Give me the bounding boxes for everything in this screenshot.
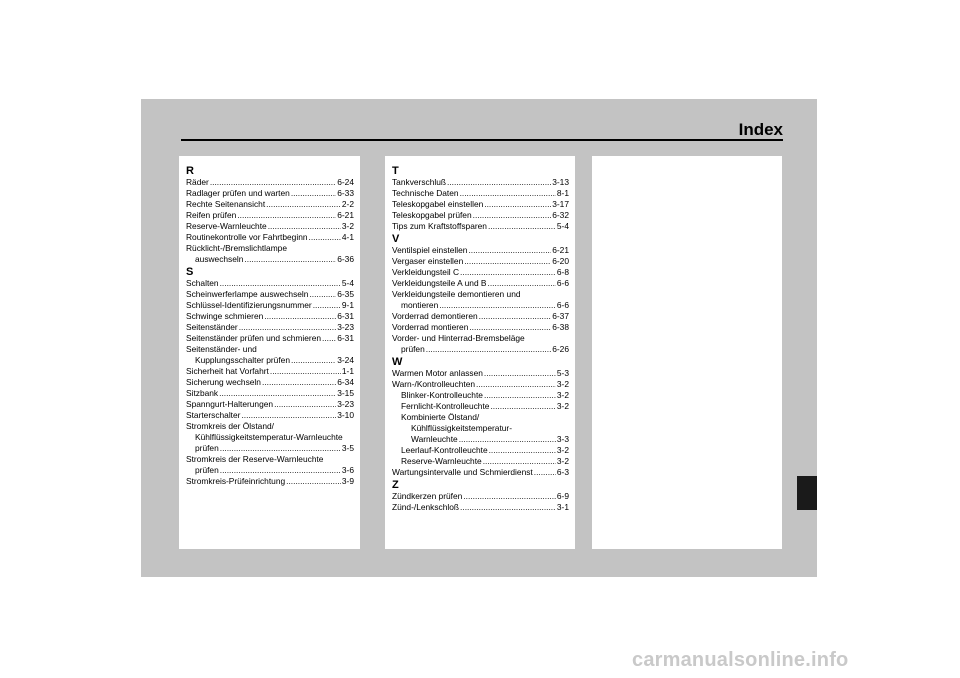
entry-page: 3-2 [556, 456, 569, 466]
entry-page: 6-9 [556, 491, 569, 501]
entry-page: 3-2 [556, 390, 569, 400]
entry-text: Ventilspiel einstellen [392, 245, 468, 255]
index-entry [392, 434, 569, 445]
entry-text: Reserve-Warnleuchte [401, 456, 482, 466]
entry-page: 6-31 [337, 333, 354, 343]
dot-leader [464, 256, 551, 267]
watermark: carmanualsonline.info [632, 649, 849, 671]
entry-page: 5-4 [556, 221, 569, 231]
entry-text: Reserve-Warnleuchte [186, 221, 267, 231]
entry-page: 3-2 [341, 221, 354, 231]
index-entry [392, 210, 569, 221]
index-entry [392, 177, 569, 188]
index-entry [186, 333, 354, 344]
entry-text: Stromkreis der Ölstand/ [186, 421, 274, 431]
index-entry [392, 344, 569, 355]
entry-page: 1-1 [341, 366, 354, 376]
index-entry [186, 210, 354, 221]
index-entry [392, 199, 569, 210]
entry-text: Schalten [186, 278, 219, 288]
index-entry [392, 491, 569, 502]
index-entry [392, 445, 569, 456]
entry-page: 6-3 [556, 467, 569, 477]
entry-text: Sitzbank [186, 388, 219, 398]
index-entry [392, 289, 569, 300]
dot-leader [469, 322, 551, 333]
index-entry [392, 412, 569, 423]
entry-page: 6-26 [552, 344, 569, 354]
title-rule [181, 139, 783, 141]
index-entry [392, 333, 569, 344]
dot-leader [473, 210, 552, 221]
entry-page: 3-3 [556, 434, 569, 444]
entry-text: Vorder- und Hinterrad-Bremsbeläge [392, 333, 525, 343]
entry-page: 6-8 [556, 267, 569, 277]
entry-text: Rücklicht-/Bremslichtlampe [186, 243, 287, 253]
index-entry [392, 401, 569, 412]
index-entry [392, 390, 569, 401]
dot-leader [274, 399, 336, 410]
entry-text: Seitenständer- und [186, 344, 257, 354]
entry-text: Technische Daten [392, 188, 459, 198]
entry-page: 6-6 [556, 278, 569, 288]
index-entry [186, 232, 354, 243]
chapter-tab [797, 476, 817, 510]
index-entry [186, 465, 354, 476]
entry-text: Sicherung wechseln [186, 377, 261, 387]
dot-leader [322, 333, 336, 344]
entry-text: Vorderrad demontieren [392, 311, 478, 321]
entry-page: 3-2 [556, 445, 569, 455]
dot-leader [484, 199, 551, 210]
dot-leader [264, 311, 336, 322]
entry-page: 6-21 [552, 245, 569, 255]
entry-page: 3-10 [337, 410, 354, 420]
entry-page: 3-6 [341, 465, 354, 475]
entry-page: 9-1 [341, 300, 354, 310]
entry-page: 3-9 [341, 476, 354, 486]
index-entry [186, 476, 354, 487]
section-letter: W [392, 356, 403, 368]
entry-page: 6-24 [337, 177, 354, 187]
dot-leader [309, 232, 341, 243]
dot-leader [484, 368, 556, 379]
section-letter: Z [392, 479, 399, 491]
dot-leader [459, 434, 556, 445]
entry-page: 5-4 [341, 278, 354, 288]
entry-text: Verkleidungsteile demontieren und [392, 289, 521, 299]
dot-leader [447, 177, 551, 188]
entry-page: 6-20 [552, 256, 569, 266]
dot-leader [460, 502, 556, 513]
dot-leader [220, 465, 341, 476]
index-entry [186, 289, 354, 300]
dot-leader [220, 443, 341, 454]
dot-leader [210, 177, 336, 188]
index-entry [392, 245, 569, 256]
index-entry [186, 443, 354, 454]
entry-text: Kühlflüssigkeitstemperatur- [411, 423, 513, 433]
entry-text: prüfen [195, 465, 219, 475]
index-entry [186, 322, 354, 333]
index-entry [186, 366, 354, 377]
dot-leader [291, 188, 336, 199]
index-entry [186, 421, 354, 432]
entry-page: 6-35 [337, 289, 354, 299]
dot-leader [460, 267, 556, 278]
entry-text: Routinekontrolle vor Fahrtbeginn [186, 232, 308, 242]
entry-text: Kühlflüssigkeitstemperatur-Warnleuchte [195, 432, 343, 442]
entry-text: Blinker-Kontrolleuchte [401, 390, 483, 400]
dot-leader [488, 278, 556, 289]
dot-leader [479, 311, 552, 322]
entry-text: Scheinwerferlampe auswechseln [186, 289, 309, 299]
dot-leader [468, 245, 551, 256]
entry-text: Seitenständer [186, 322, 238, 332]
entry-text: Schwinge schmieren [186, 311, 264, 321]
entry-page: 6-6 [556, 300, 569, 310]
index-entry [392, 188, 569, 199]
entry-page: 5-3 [556, 368, 569, 378]
entry-text: Tips zum Kraftstoffsparen [392, 221, 487, 231]
entry-text: Vergaser einstellen [392, 256, 464, 266]
index-entry [392, 322, 569, 333]
index-entry [392, 267, 569, 278]
entry-page: 3-23 [337, 322, 354, 332]
dot-leader [219, 388, 336, 399]
dot-leader [266, 199, 341, 210]
index-entry [186, 399, 354, 410]
index-entry [186, 311, 354, 322]
section-letter: V [392, 233, 400, 245]
dot-leader [291, 355, 336, 366]
index-column-2 [385, 156, 575, 549]
entry-page: 3-1 [556, 502, 569, 512]
section-letter: T [392, 165, 399, 177]
index-entry [186, 177, 354, 188]
entry-text: Verkleidungsteil C [392, 267, 460, 277]
dot-leader [286, 476, 341, 487]
index-entry [186, 221, 354, 232]
entry-text: Warmen Motor anlassen [392, 368, 483, 378]
entry-text: Warn-/Kontrolleuchten [392, 379, 476, 389]
section-letter: S [186, 266, 194, 278]
dot-leader [239, 322, 337, 333]
index-column-3 [592, 156, 782, 549]
index-entry [392, 502, 569, 513]
entry-page: 3-24 [337, 355, 354, 365]
dot-leader [460, 188, 556, 199]
dot-leader [534, 467, 556, 478]
index-entry [392, 467, 569, 478]
manual-page [141, 99, 817, 577]
entry-page: 6-36 [337, 254, 354, 264]
entry-text: Schlüssel-Identifizierungsnummer [186, 300, 312, 310]
index-entry [392, 221, 569, 232]
dot-leader [262, 377, 336, 388]
index-entry [392, 368, 569, 379]
index-entry [392, 311, 569, 322]
index-entry [186, 188, 354, 199]
index-entry [186, 199, 354, 210]
index-entry [186, 388, 354, 399]
entry-text: Radlager prüfen und warten [186, 188, 290, 198]
index-entry [392, 456, 569, 467]
dot-leader [476, 379, 556, 390]
entry-page: 6-34 [337, 377, 354, 387]
index-entry [186, 355, 354, 366]
dot-leader [220, 278, 341, 289]
entry-text: Fernlicht-Kontrolleuchte [401, 401, 490, 411]
entry-text: Rechte Seitenansicht [186, 199, 266, 209]
entry-text: Zündkerzen prüfen [392, 491, 463, 501]
entry-page: 6-38 [552, 322, 569, 332]
entry-page: 3-23 [337, 399, 354, 409]
entry-text: Spanngurt-Halterungen [186, 399, 274, 409]
dot-leader [483, 456, 556, 467]
entry-page: 8-1 [556, 188, 569, 198]
entry-text: Sicherheit hat Vorfahrt [186, 366, 269, 376]
index-entry [186, 278, 354, 289]
index-entry [186, 410, 354, 421]
dot-leader [237, 210, 336, 221]
entry-page: 3-2 [556, 401, 569, 411]
entry-text: Warnleuchte [411, 434, 458, 444]
dot-leader [270, 366, 341, 377]
entry-text: montieren [401, 300, 439, 310]
entry-page: 2-2 [341, 199, 354, 209]
entry-page: 3-17 [552, 199, 569, 209]
entry-page: 6-32 [552, 210, 569, 220]
dot-leader [426, 344, 551, 355]
entry-text: Vorderrad montieren [392, 322, 469, 332]
dot-leader [488, 221, 556, 232]
entry-page: 3-2 [556, 379, 569, 389]
page-title: Index [738, 120, 783, 139]
entry-text: Starterschalter [186, 410, 241, 420]
dot-leader [489, 445, 556, 456]
entry-text: Leerlauf-Kontrolleuchte [401, 445, 488, 455]
entry-text: prüfen [401, 344, 425, 354]
index-entry [186, 377, 354, 388]
entry-page: 6-37 [552, 311, 569, 321]
index-entry [392, 278, 569, 289]
entry-page: 6-31 [337, 311, 354, 321]
index-column-1 [179, 156, 360, 549]
entry-page: 3-5 [341, 443, 354, 453]
entry-text: Kupplungsschalter prüfen [195, 355, 290, 365]
dot-leader [309, 289, 336, 300]
dot-leader [490, 401, 555, 412]
entry-text: auswechseln [195, 254, 244, 264]
entry-page: 3-13 [552, 177, 569, 187]
entry-text: Räder [186, 177, 209, 187]
dot-leader [268, 221, 341, 232]
index-entry [186, 344, 354, 355]
dot-leader [463, 491, 556, 502]
index-entry [392, 300, 569, 311]
entry-text: Tankverschluß [392, 177, 446, 187]
entry-text: Teleskopgabel prüfen [392, 210, 472, 220]
dot-leader [241, 410, 336, 421]
entry-text: Teleskopgabel einstellen [392, 199, 484, 209]
entry-text: Wartungsintervalle und Schmierdienst [392, 467, 533, 477]
index-entry [186, 243, 354, 254]
entry-text: Seitenständer prüfen und schmieren [186, 333, 322, 343]
index-entry [186, 454, 354, 465]
dot-leader [244, 254, 336, 265]
entry-text: Stromkreis-Prüfeinrichtung [186, 476, 286, 486]
index-entry [392, 423, 569, 434]
entry-text: Stromkreis der Reserve-Warnleuchte [186, 454, 324, 464]
entry-text: Zünd-/Lenkschloß [392, 502, 460, 512]
entry-page: 6-33 [337, 188, 354, 198]
entry-text: prüfen [195, 443, 219, 453]
entry-page: 6-21 [337, 210, 354, 220]
dot-leader [484, 390, 556, 401]
index-entry [186, 432, 354, 443]
index-entry [186, 254, 354, 265]
entry-text: Verkleidungsteile A und B [392, 278, 487, 288]
entry-text: Kombinierte Ölstand/ [401, 412, 480, 422]
index-entry [392, 256, 569, 267]
dot-leader [313, 300, 341, 311]
section-letter: R [186, 165, 194, 177]
entry-page: 3-15 [337, 388, 354, 398]
index-entry [392, 379, 569, 390]
entry-text: Reifen prüfen [186, 210, 237, 220]
entry-page: 4-1 [341, 232, 354, 242]
index-entry [186, 300, 354, 311]
dot-leader [439, 300, 556, 311]
